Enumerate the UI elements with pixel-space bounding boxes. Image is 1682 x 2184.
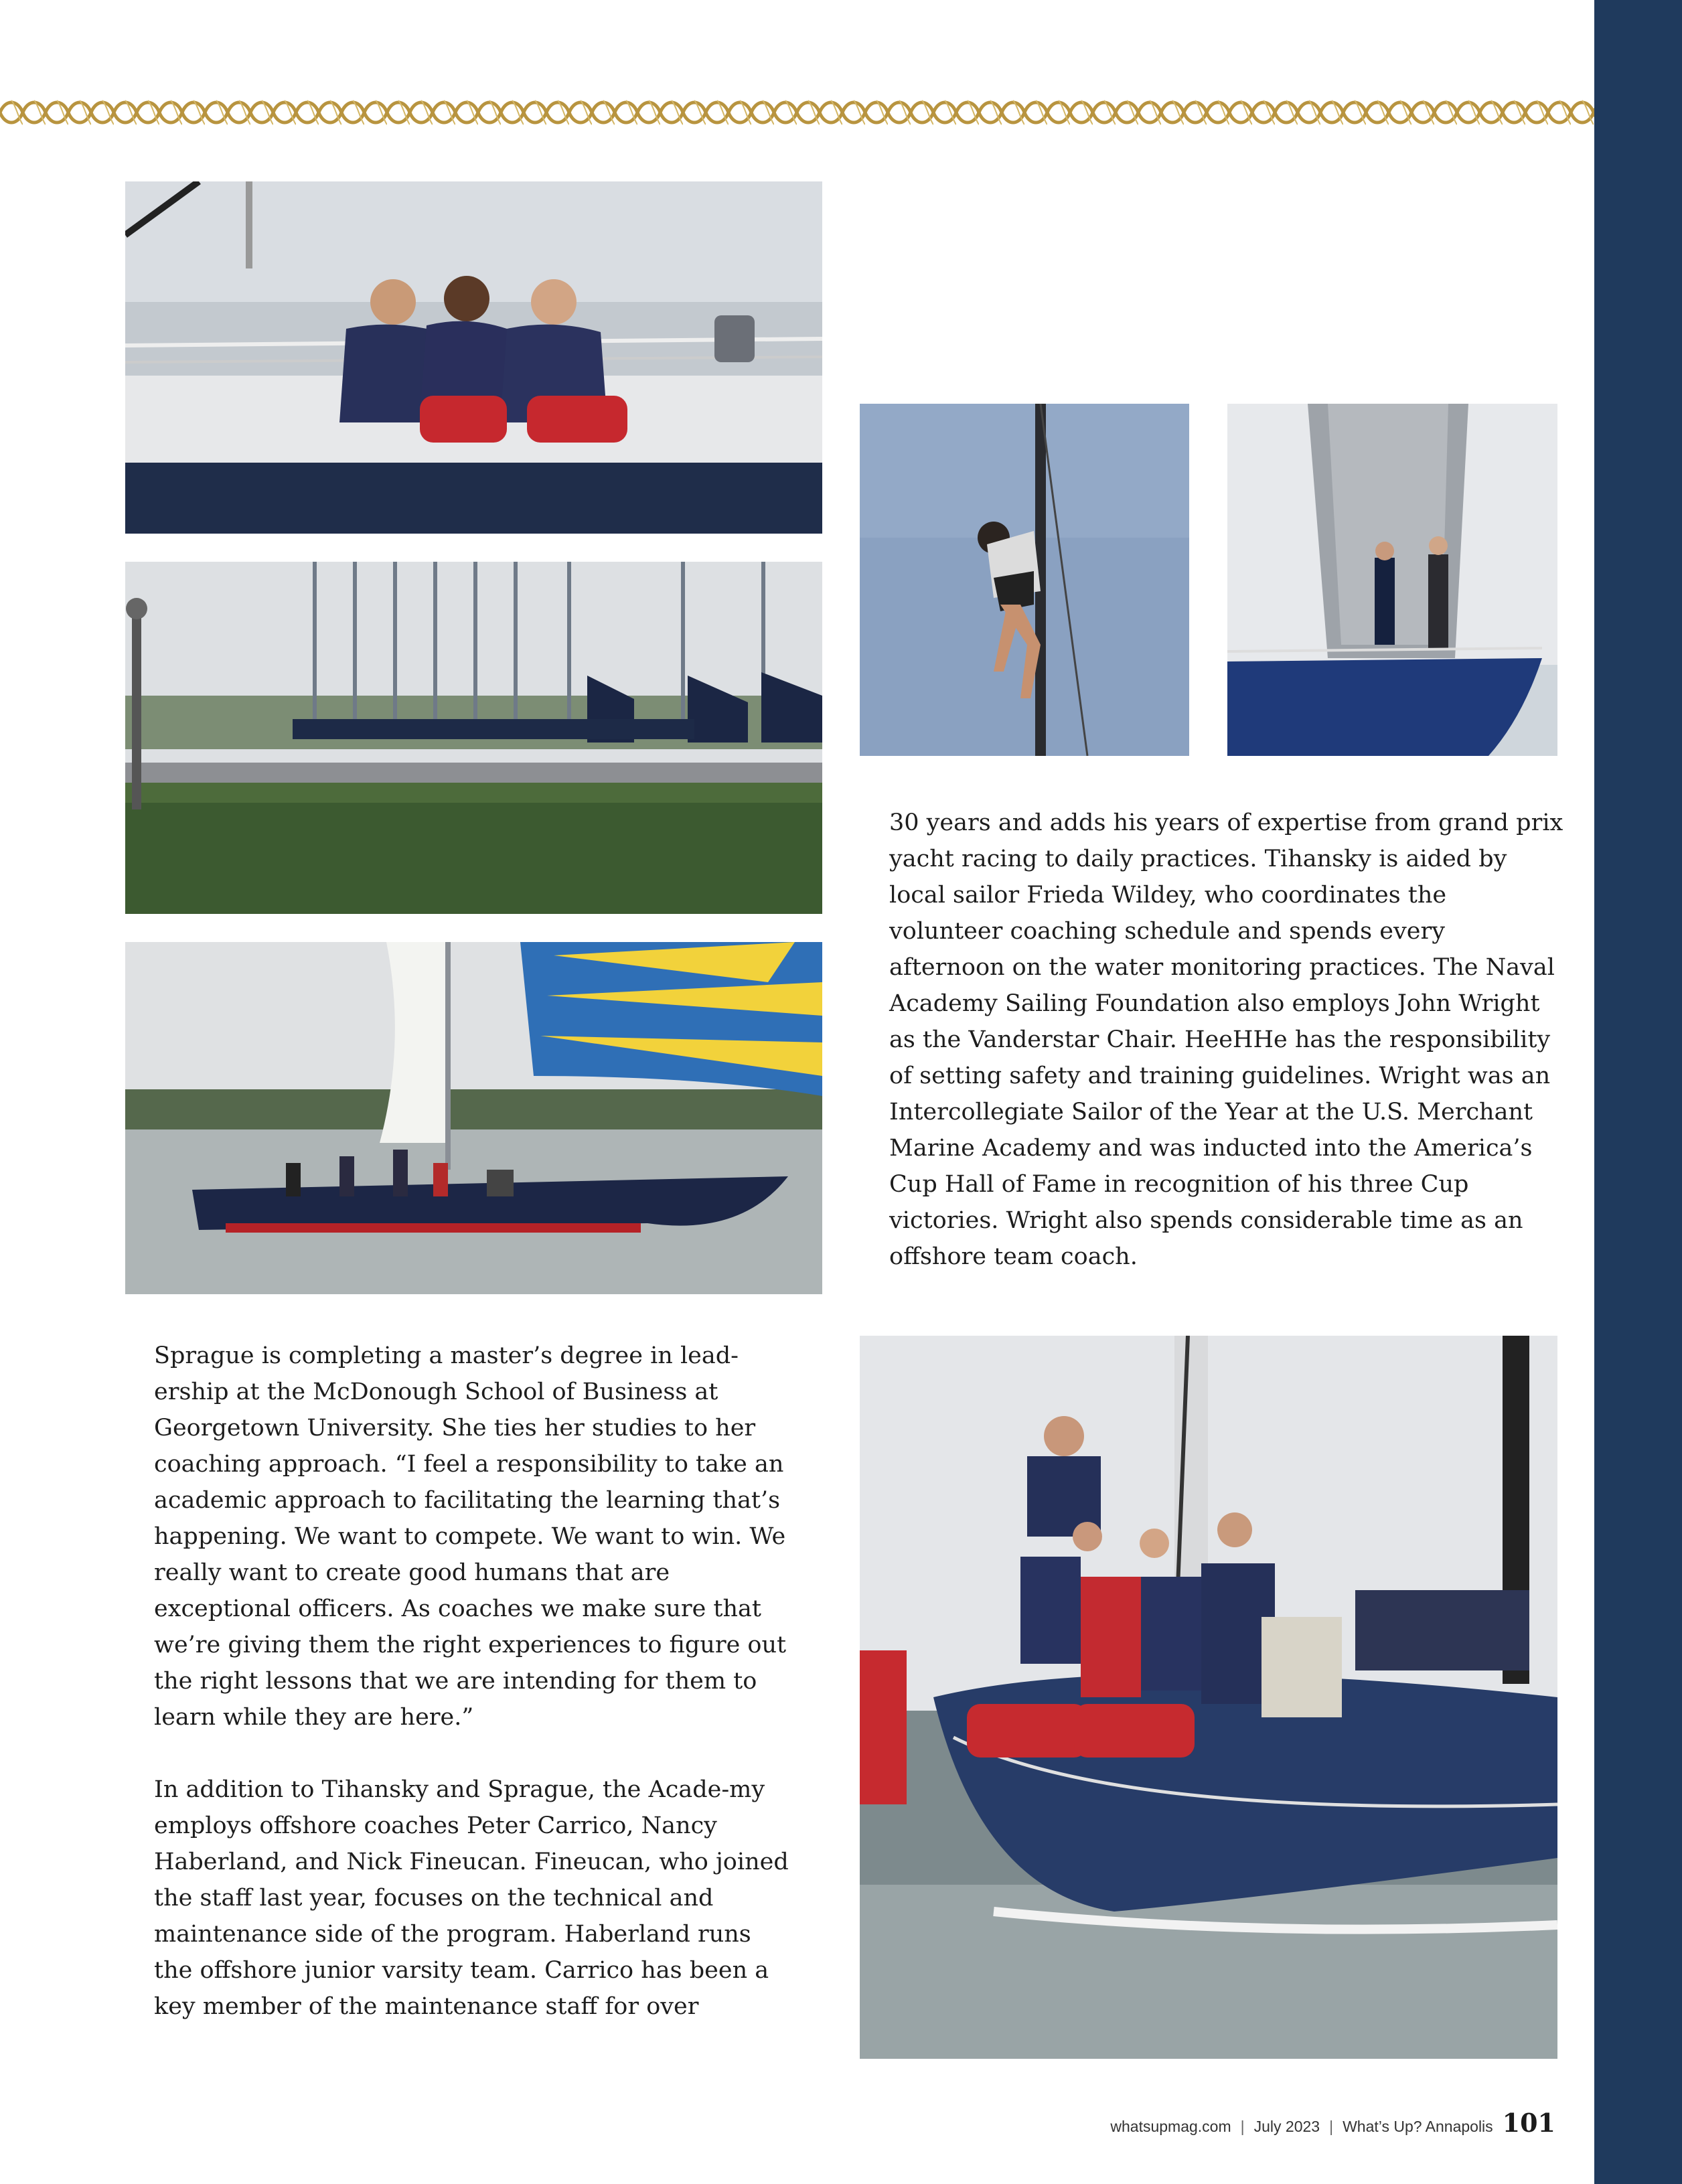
navy-sidebar-band	[1594, 0, 1682, 2184]
page-footer	[1110, 2108, 1555, 2137]
footer-separator: |	[1329, 2118, 1334, 2135]
article-paragraph: 30 years and adds his years of expertise from grand prix yacht racing to daily practices. Tihansky is aided by local sailor Frieda Wildey, who coordinates the volunteer coaching schedule and spends every afternoon on the water monitoring practices. The Naval Academy Sailing Foundation also employs John Wright as the Vanderstar Chair. HeeHHe has the responsibility of setting safety and training guidelines. Wright was an Intercollegiate Sailor of the Year at the U.S. Merchant Marine Academy and was inducted into the America’s Cup Hall of Fame in recognition of his three Cup victories. Wright also spends considerable time as an offshore team coach.	[889, 809, 1563, 1270]
article-text-left-column	[154, 1338, 797, 2025]
photo-marina	[125, 562, 822, 914]
footer-website: whatsupmag.com	[1110, 2118, 1231, 2135]
photo-crew-on-deck	[125, 181, 822, 534]
photo-bow-crew	[1227, 404, 1557, 756]
footer-separator: |	[1240, 2118, 1245, 2135]
article-paragraph: In addition to Tihansky and Sprague, the Acade-my employs offshore coaches Peter Carrico, Nancy Haberland, and Nick Fineucan. Fineucan, who joined the staff last year, focuses on the technical and maintenance side of the program. Haberland runs the offshore junior varsity team. Carrico has been a key member of the maintenance staff for over	[154, 1776, 789, 2020]
article-paragraph: Sprague is completing a master’s degree in lead-ership at the McDonough School of Business at Georgetown University. She ties her studies to her coaching approach. “I feel a responsibility to take an academic approach to facilitating the learning that’s happening. We want to compete. We want to win. We really want to create good humans that are exceptional officers. As coaches we make sure that we’re giving them the right experiences to figure out the right lessons that we are intending for them to learn while they are here.”	[154, 1342, 787, 1731]
photo-crew-rail	[860, 1336, 1557, 2059]
rope-border-decoration	[0, 95, 1594, 130]
photo-mast-climb	[860, 404, 1189, 756]
photo-spinnaker	[125, 942, 822, 1294]
article-text-right-column	[889, 805, 1565, 1275]
footer-date: July 2023	[1253, 2118, 1320, 2135]
page-number: 101	[1502, 2108, 1555, 2138]
footer-publication: What’s Up? Annapolis	[1343, 2118, 1493, 2135]
